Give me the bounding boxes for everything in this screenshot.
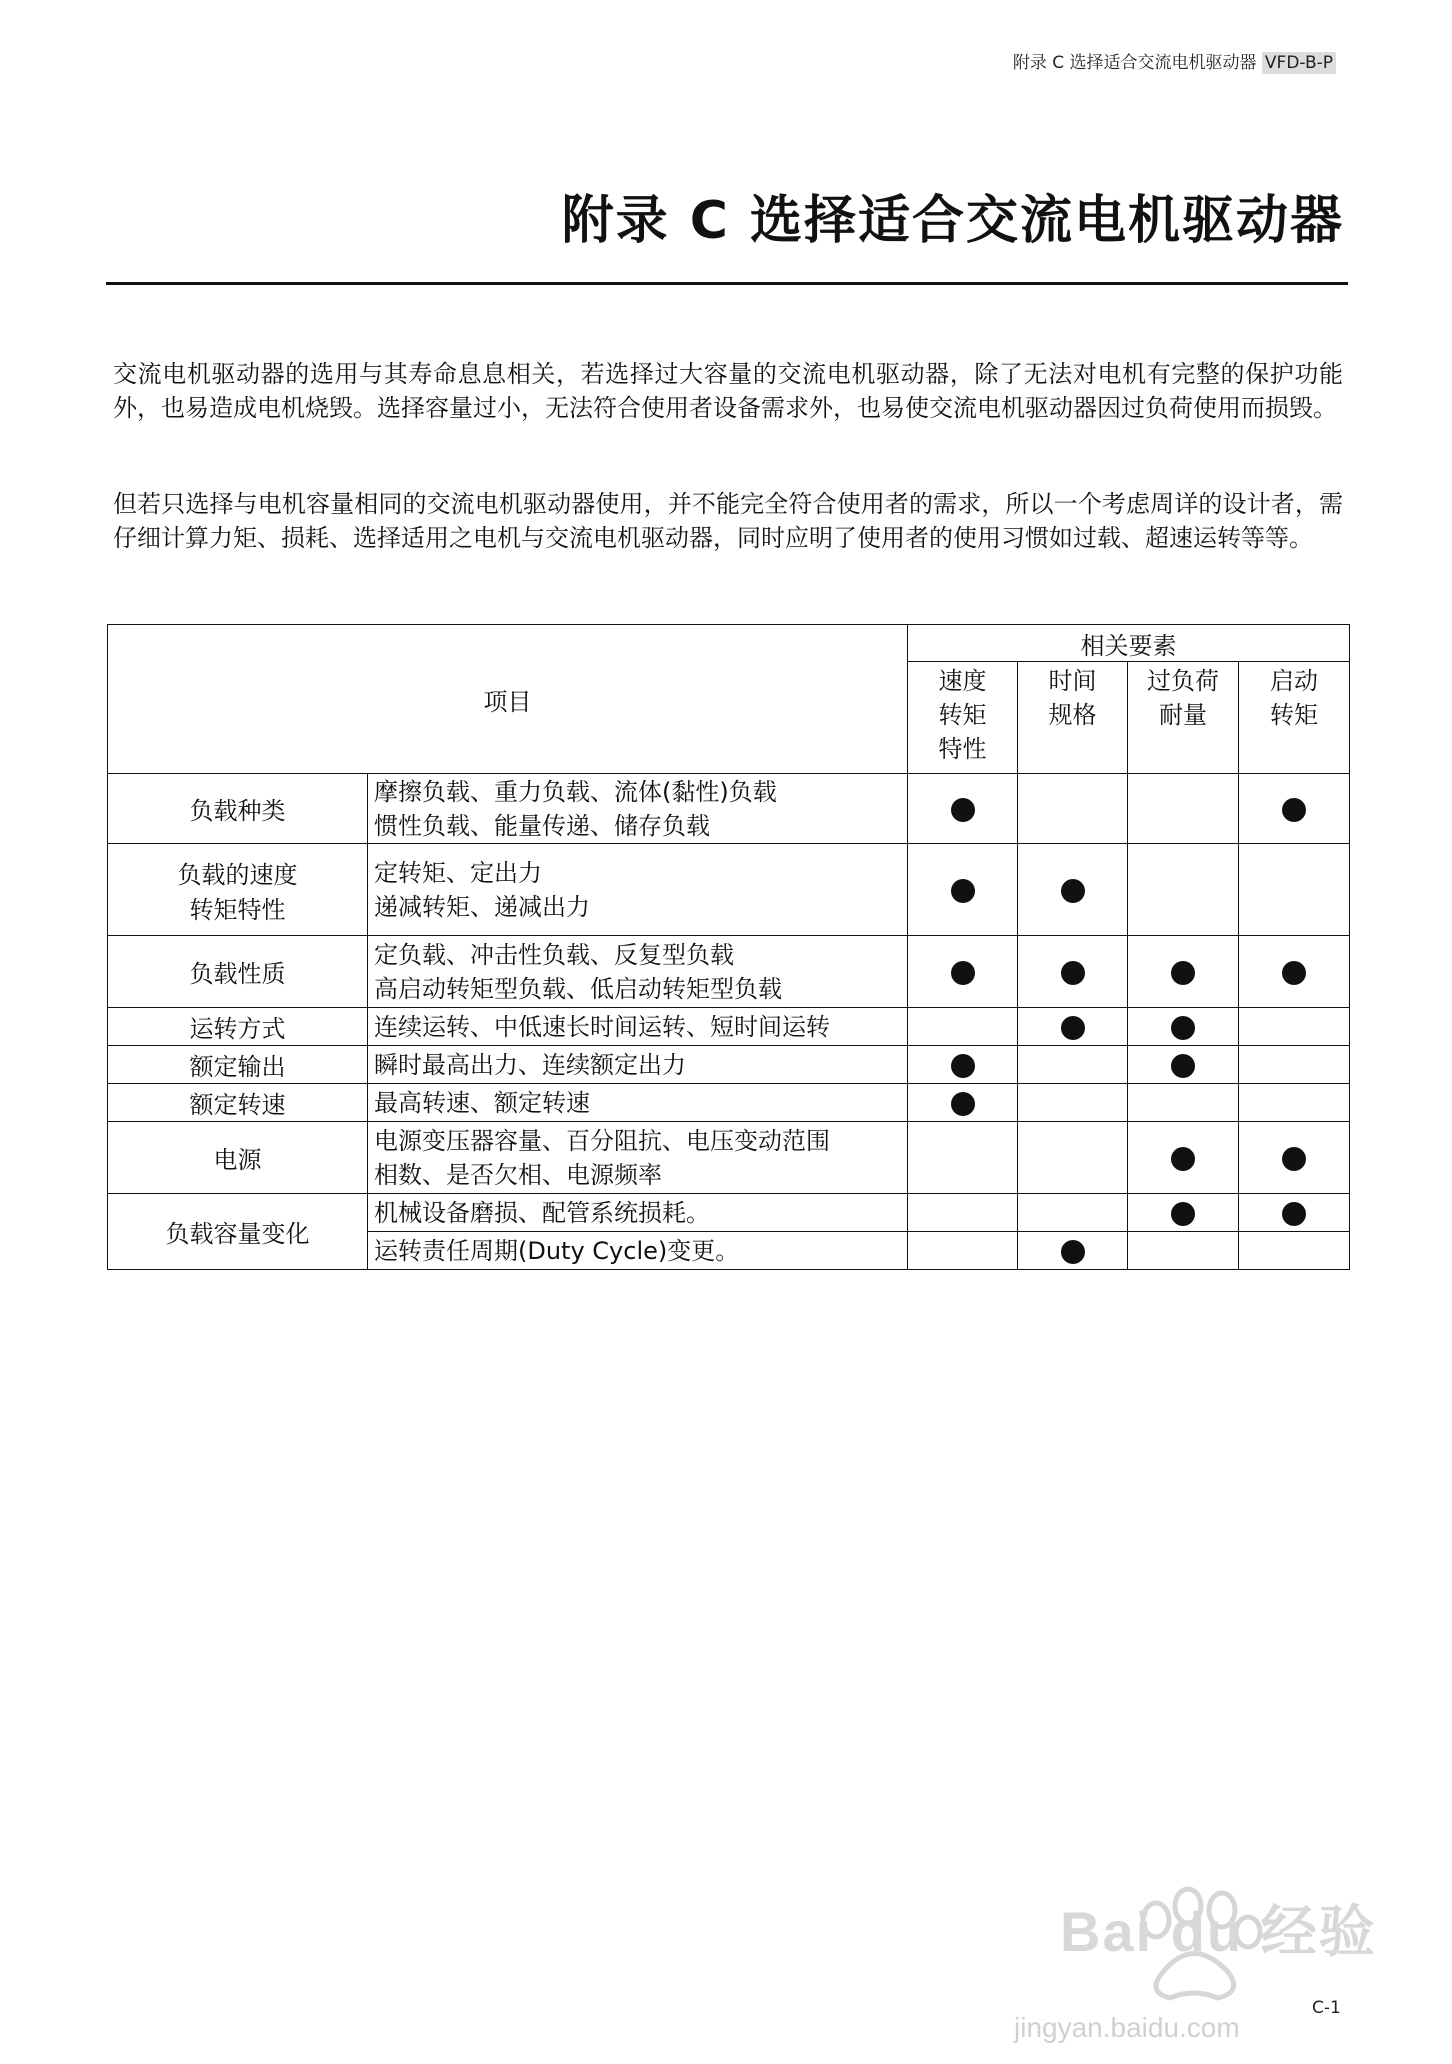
mark-cell — [1018, 774, 1128, 844]
table-row — [108, 1046, 1350, 1084]
mark-cell — [908, 936, 1018, 1008]
mark-cell — [1128, 1122, 1239, 1194]
row-detail: 摩擦负载、重力负载、流体(黏性)负载 惯性负载、能量传递、储存负载 — [368, 774, 908, 844]
mark-cell — [1239, 1084, 1350, 1122]
col-header-speed-torque: 速度 转矩 特性 — [908, 662, 1018, 774]
row-item-label: 负载的速度 转矩特性 — [108, 844, 368, 936]
mark-cell — [1239, 936, 1350, 1008]
row-item-label: 运转方式 — [108, 1008, 368, 1046]
mark-cell — [908, 1084, 1018, 1122]
mark-cell — [908, 1232, 1018, 1270]
mark-cell — [1239, 1008, 1350, 1046]
mark-cell — [1239, 774, 1350, 844]
mark-cell — [908, 1008, 1018, 1046]
mark-cell — [1239, 1232, 1350, 1270]
mark-cell — [1239, 1194, 1350, 1232]
filled-dot-icon — [1061, 961, 1085, 985]
mark-cell — [908, 1046, 1018, 1084]
filled-dot-icon — [1171, 1016, 1195, 1040]
table-row — [108, 1084, 1350, 1122]
row-item-label: 额定输出 — [108, 1046, 368, 1084]
filled-dot-icon — [1282, 1202, 1306, 1226]
mark-cell — [1018, 1008, 1128, 1046]
filled-dot-icon — [1171, 1147, 1195, 1171]
intro-paragraph-1: 交流电机驱动器的选用与其寿命息息相关，若选择过大容量的交流电机驱动器，除了无法对电机有完整的保护功能外，也易造成电机烧毁。选择容量过小，无法符合使用者设备需求外，也易使交流电机驱动器因过负荷使用而损毁。 — [113, 360, 1343, 422]
running-header-title: 附录 C 选择适合交流电机驱动器 — [1012, 53, 1257, 73]
table-row — [108, 844, 1350, 936]
running-header — [1013, 48, 1336, 73]
row-detail: 最高转速、额定转速 — [368, 1084, 908, 1122]
mark-cell — [1128, 1084, 1239, 1122]
watermark-logo: Bai du 经验 — [1060, 1900, 1377, 1963]
filled-dot-icon — [1061, 1016, 1085, 1040]
row-item-label: 负载种类 — [108, 774, 368, 844]
row-detail: 定负载、冲击性负载、反复型负载 高启动转矩型负载、低启动转矩型负载 — [368, 936, 908, 1008]
mark-cell — [1239, 844, 1350, 936]
table-row — [108, 936, 1350, 1008]
mark-cell — [1128, 1046, 1239, 1084]
col-header-overload: 过负荷 耐量 — [1128, 662, 1239, 774]
mark-cell — [908, 844, 1018, 936]
mark-cell — [1018, 936, 1128, 1008]
item-header: 项目 — [108, 625, 908, 774]
filled-dot-icon — [1282, 1147, 1306, 1171]
mark-cell — [1128, 936, 1239, 1008]
row-detail: 瞬时最高出力、连续额定出力 — [368, 1046, 908, 1084]
row-item-label: 负载容量变化 — [108, 1194, 368, 1270]
selection-factors-table — [107, 624, 1350, 1270]
page-number: C-1 — [1312, 1998, 1341, 2018]
intro-paragraph-2: 但若只选择与电机容量相同的交流电机驱动器使用，并不能完全符合使用者的需求，所以一个考虑周详的设计者，需仔细计算力矩、损耗、选择适用之电机与交流电机驱动器，同时应明了使用者的使用习惯如过载、超速运转等等。 — [113, 490, 1343, 552]
filled-dot-icon — [951, 798, 975, 822]
watermark-url: jingyan.baidu.com — [1014, 2012, 1240, 2043]
filled-dot-icon — [1282, 961, 1306, 985]
mark-cell — [1018, 1122, 1128, 1194]
mark-cell — [1018, 1194, 1128, 1232]
table-row — [108, 1008, 1350, 1046]
filled-dot-icon — [1171, 1054, 1195, 1078]
mark-cell — [1128, 844, 1239, 936]
row-detail: 定转矩、定出力 递减转矩、递减出力 — [368, 844, 908, 936]
row-item-label: 负载性质 — [108, 936, 368, 1008]
filled-dot-icon — [1282, 798, 1306, 822]
filled-dot-icon — [1061, 1240, 1085, 1264]
table-row — [108, 1194, 1350, 1232]
mark-cell — [908, 774, 1018, 844]
mark-cell — [1128, 1194, 1239, 1232]
mark-cell — [1239, 1046, 1350, 1084]
filled-dot-icon — [951, 1092, 975, 1116]
row-detail: 电源变压器容量、百分阻抗、电压变动范围 相数、是否欠相、电源频率 — [368, 1122, 908, 1194]
mark-cell — [1018, 1232, 1128, 1270]
row-item-label: 额定转速 — [108, 1084, 368, 1122]
table-row — [108, 774, 1350, 844]
mark-cell — [1018, 844, 1128, 936]
filled-dot-icon — [951, 961, 975, 985]
title-divider — [106, 282, 1348, 285]
col-header-start-torque: 启动 转矩 — [1239, 662, 1350, 774]
mark-cell — [1239, 1122, 1350, 1194]
filled-dot-icon — [1171, 961, 1195, 985]
row-item-label: 电源 — [108, 1122, 368, 1194]
mark-cell — [1128, 1008, 1239, 1046]
mark-cell — [908, 1194, 1018, 1232]
row-detail: 运转责任周期(Duty Cycle)变更。 — [368, 1232, 908, 1270]
filled-dot-icon — [951, 879, 975, 903]
table-row — [108, 1122, 1350, 1194]
filled-dot-icon — [1061, 879, 1085, 903]
filled-dot-icon — [951, 1054, 975, 1078]
filled-dot-icon — [1171, 1202, 1195, 1226]
mark-cell — [1018, 1046, 1128, 1084]
col-header-time-rating: 时间 规格 — [1018, 662, 1128, 774]
page-title: 附录 C 选择适合交流电机驱动器 — [561, 191, 1344, 251]
mark-cell — [1018, 1084, 1128, 1122]
row-detail: 连续运转、中低速长时间运转、短时间运转 — [368, 1008, 908, 1046]
related-factors-header: 相关要素 — [908, 625, 1350, 662]
row-detail: 机械设备磨损、配管系统损耗。 — [368, 1194, 908, 1232]
mark-cell — [1128, 774, 1239, 844]
mark-cell — [1128, 1232, 1239, 1270]
running-header-code: VFD-B-P — [1262, 52, 1336, 74]
mark-cell — [908, 1122, 1018, 1194]
